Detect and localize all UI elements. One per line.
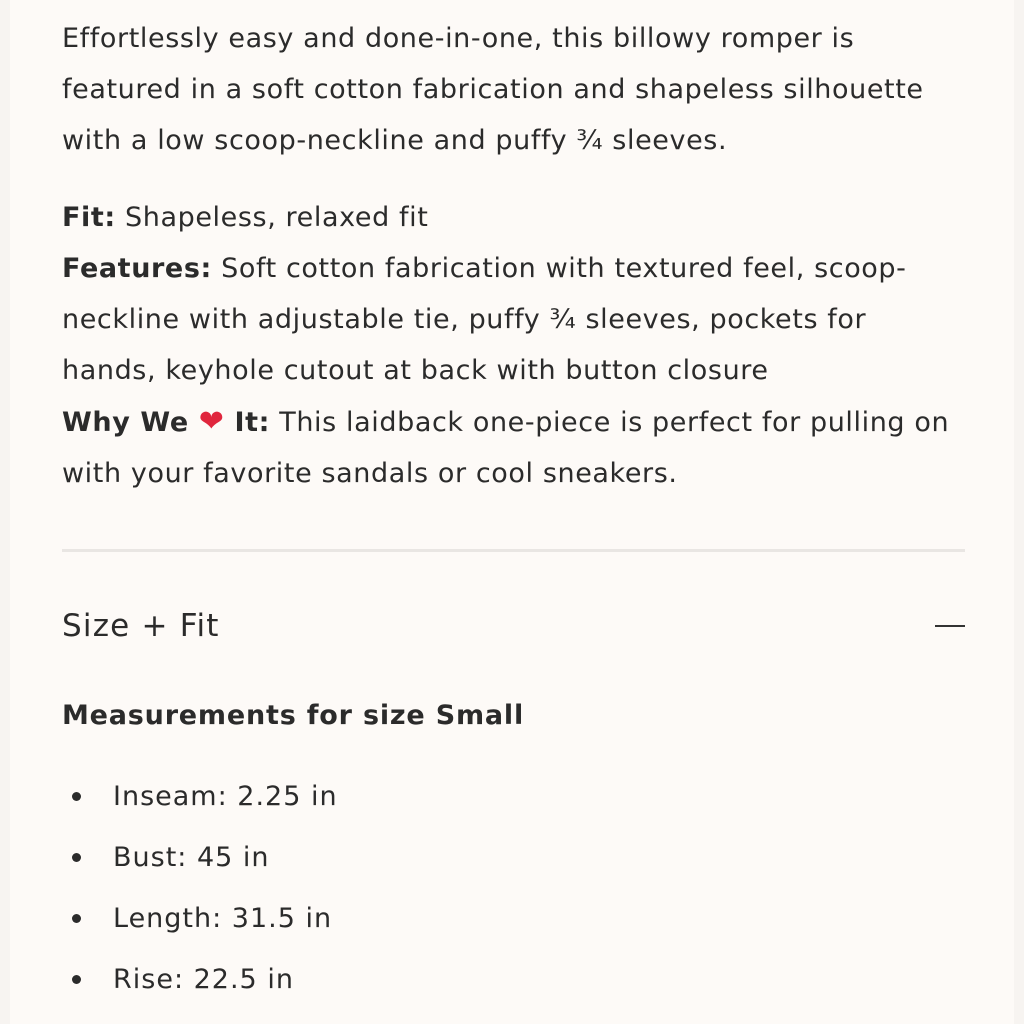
features-label: Features: xyxy=(62,253,212,284)
measurements-title: Measurements for size Small xyxy=(62,700,525,731)
product-description: Effortlessly easy and done-in-one, this billowy romper is featured in a soft cotton fabrication and shapeless silhouette with a low scoop-neckline and puffy ¾ sleeves. xyxy=(62,23,924,156)
why-label-end: It: xyxy=(224,407,271,438)
why-label-start: Why We xyxy=(62,407,199,438)
size-fit-accordion-header[interactable] xyxy=(62,600,965,652)
why-line xyxy=(62,396,965,499)
measurement-text: Length: 31.5 in xyxy=(113,903,333,934)
right-edge xyxy=(1014,0,1024,1024)
measurements-list xyxy=(62,766,338,1010)
bullet-icon xyxy=(72,792,81,801)
bullet-icon xyxy=(72,975,81,984)
heart-icon: ❤ xyxy=(198,404,225,439)
why-label xyxy=(62,404,271,439)
size-fit-title: Size + Fit xyxy=(62,608,220,644)
measurement-text: Rise: 22.5 in xyxy=(113,964,294,995)
left-edge xyxy=(0,0,10,1024)
why-text: This laidback one-piece is perfect for pulling on with your favorite sandals or cool sneakers. xyxy=(62,407,950,489)
fit-line xyxy=(62,192,965,243)
list-item xyxy=(62,949,338,1010)
measurement-text: Inseam: 2.25 in xyxy=(113,781,338,812)
measurement-text: Bust: 45 in xyxy=(113,842,270,873)
minus-icon[interactable] xyxy=(935,625,965,627)
bullet-icon xyxy=(72,914,81,923)
fit-label: Fit: xyxy=(62,202,116,233)
section-divider xyxy=(62,549,965,552)
list-item xyxy=(62,888,338,949)
features-line xyxy=(62,243,965,396)
list-item xyxy=(62,766,338,827)
bullet-icon xyxy=(72,853,81,862)
features-text: Soft cotton fabrication with textured feel, scoop-neckline with adjustable tie, puffy ¾ sleeves, pockets for hands, keyhole cutout at back with button closure xyxy=(62,253,907,386)
product-attributes xyxy=(62,192,965,499)
fit-text: Shapeless, relaxed fit xyxy=(115,202,429,233)
list-item xyxy=(62,827,338,888)
